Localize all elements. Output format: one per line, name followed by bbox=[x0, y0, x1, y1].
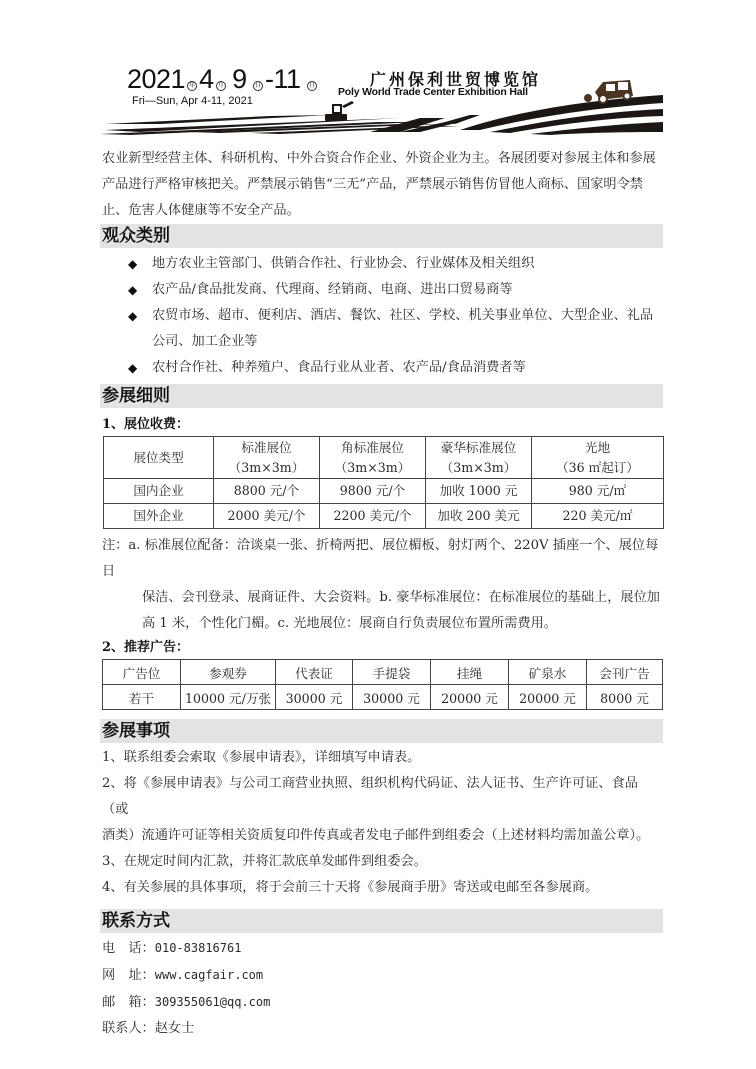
date-subtitle: Fri—Sun, Apr 4-11, 2021 bbox=[132, 95, 253, 107]
event-date bbox=[127, 64, 319, 95]
table-cell: 9800 元/个 bbox=[320, 479, 426, 504]
list-item-text: 公司、加工企业等 bbox=[152, 334, 258, 349]
booth-fee-label: 1、展位收费： bbox=[102, 417, 190, 432]
table-cell: 20000 元 bbox=[509, 685, 587, 710]
ads-table bbox=[102, 659, 663, 710]
table-header-cell: 广告位 bbox=[103, 660, 181, 685]
table-header-row bbox=[104, 437, 664, 479]
document-body bbox=[102, 146, 662, 1042]
intro-line: 产品进行严格审核把关。严禁展示销售“三无”产品，严禁展示销售仿冒他人商标、国家明令禁 bbox=[102, 177, 643, 192]
section-heading-rules: 参展细则 bbox=[100, 384, 663, 408]
cell-text: （3m×3m） bbox=[334, 459, 411, 475]
month-unit-badge: 月 bbox=[217, 82, 224, 89]
table-row bbox=[104, 504, 664, 529]
contact-website bbox=[102, 962, 662, 989]
list-item-text: 农产品/食品批发商、代理商、经销商、电商、进出口贸易商等 bbox=[152, 282, 513, 297]
table-cell: 30000 元 bbox=[276, 685, 353, 710]
table-row bbox=[103, 685, 663, 710]
phone-value: 010-83816761 bbox=[154, 941, 242, 955]
harvester-large-icon bbox=[584, 80, 633, 103]
audience-list bbox=[128, 251, 662, 381]
intro-line: 止、危害人体健康等不安全产品。 bbox=[102, 203, 300, 218]
cell-text: （3m×3m） bbox=[228, 459, 305, 475]
table-header-cell: 手提袋 bbox=[353, 660, 431, 685]
cell-text: （36 ㎡起订） bbox=[556, 459, 639, 475]
website-link[interactable]: www.cagfair.com bbox=[154, 968, 264, 982]
email-link[interactable]: 309355061@qq.com bbox=[154, 995, 271, 1009]
day-unit-badge: 日 bbox=[255, 82, 262, 89]
list-item bbox=[128, 277, 662, 303]
cell-text: 展位类型 bbox=[133, 449, 184, 465]
list-item bbox=[128, 355, 662, 381]
table-cell: 20000 元 bbox=[431, 685, 509, 710]
procedure-step: 1、联系组委会索取《参展申请表》，详细填写申请表。 bbox=[102, 750, 421, 765]
procedure-step: 2、将《参展申请表》与公司工商营业执照、组织机构代码证、法人证书、生产许可证、食品（或 bbox=[102, 776, 638, 817]
table-header-cell bbox=[426, 437, 532, 479]
cell-text: 光地 bbox=[584, 439, 611, 455]
intro-line: 农业新型经营主体、科研机构、中外合资合作企业、外资企业为主。各展团要对参展主体和参展 bbox=[102, 151, 656, 166]
table-cell: 980 元/㎡ bbox=[532, 479, 664, 504]
intro-paragraph bbox=[102, 146, 662, 224]
list-item-text: 地方农业主管部门、供销合作社、行业协会、行业媒体及相关组织 bbox=[152, 256, 535, 271]
person-value: 赵女士 bbox=[154, 1021, 195, 1036]
section-heading-audience: 观众类别 bbox=[100, 224, 663, 248]
table-header-cell: 矿泉水 bbox=[509, 660, 587, 685]
procedure-step: 3、在规定时间内汇款，并将汇款底单发邮件到组委会。 bbox=[102, 854, 427, 869]
table-row bbox=[104, 479, 664, 504]
diamond-bullet-icon: ◆ bbox=[128, 361, 138, 375]
contact-person bbox=[102, 1016, 662, 1042]
venue-name-en: Poly World Trade Center Exhibition Hall bbox=[338, 86, 528, 98]
table-header-cell: 会刊广告 bbox=[587, 660, 663, 685]
person-label: 联系人： bbox=[102, 1021, 155, 1036]
table-cell: 220 美元/㎡ bbox=[532, 504, 664, 529]
contact-email bbox=[102, 989, 662, 1016]
table-header-cell bbox=[532, 437, 664, 479]
table-header-cell bbox=[320, 437, 426, 479]
table-cell: 国内企业 bbox=[104, 479, 214, 504]
table-header-cell bbox=[214, 437, 320, 479]
note-line: 高 1 米，个性化门楣。c. 光地展位：展商自行负责展位布置所需费用。 bbox=[142, 616, 557, 631]
note-line: 保洁、会刊登录、展商证件、大会资料。b. 豪华标准展位：在标准展位的基础上，展位加 bbox=[142, 590, 660, 605]
table-cell: 8800 元/个 bbox=[214, 479, 320, 504]
procedure-list bbox=[102, 745, 662, 901]
venue-name-cn: 广州保利世贸博览馆 bbox=[370, 70, 542, 89]
date-day-start: 9 bbox=[232, 64, 247, 94]
ads-label: 2、推荐广告： bbox=[102, 640, 190, 655]
list-item bbox=[128, 303, 662, 355]
diamond-bullet-icon: ◆ bbox=[128, 283, 138, 297]
cell-text: 豪华标准展位 bbox=[440, 439, 517, 455]
table-header-cell: 挂绳 bbox=[431, 660, 509, 685]
cell-text: 标准展位 bbox=[241, 439, 292, 455]
booth-fee-table bbox=[103, 436, 664, 529]
table-cell: 加收 1000 元 bbox=[426, 479, 532, 504]
date-day-end: -11 bbox=[265, 64, 301, 94]
table-header-cell: 代表证 bbox=[276, 660, 353, 685]
list-item-text: 农贸市场、超市、便利店、酒店、餐饮、社区、学校、机关事业单位、大型企业、礼品 bbox=[152, 308, 654, 323]
section-heading-contact: 联系方式 bbox=[100, 909, 663, 933]
date-month: 4 bbox=[199, 64, 214, 94]
email-label: 邮 箱： bbox=[102, 995, 155, 1010]
table-cell: 30000 元 bbox=[353, 685, 431, 710]
page-header-banner bbox=[100, 60, 663, 140]
cell-text: （3m×3m） bbox=[440, 459, 517, 475]
table-header-cell bbox=[104, 437, 214, 479]
contact-phone bbox=[102, 935, 662, 962]
date-year: 2021 bbox=[127, 64, 186, 94]
table-cell: 若干 bbox=[103, 685, 181, 710]
contact-list bbox=[102, 935, 662, 1042]
diamond-bullet-icon: ◆ bbox=[128, 309, 138, 323]
table-cell: 8000 元 bbox=[587, 685, 663, 710]
year-unit-badge: 年 bbox=[189, 82, 196, 89]
day-unit-badge: 日 bbox=[309, 82, 316, 89]
website-label: 网 址： bbox=[102, 968, 155, 983]
list-item-text: 农村合作社、种养殖户、食品行业从业者、农产品/食品消费者等 bbox=[152, 360, 526, 375]
table-cell: 10000 元/万张 bbox=[181, 685, 276, 710]
table-cell: 2000 美元/个 bbox=[214, 504, 320, 529]
note-line: 注：a. 标准展位配备：洽谈桌一张、折椅两把、展位楣板、射灯两个、220V 插座一个、展位每日 bbox=[102, 538, 659, 579]
section-heading-procedure: 参展事项 bbox=[100, 719, 663, 743]
table-cell: 加收 200 美元 bbox=[426, 504, 532, 529]
table-header-row bbox=[103, 660, 663, 685]
table-cell: 2200 美元/个 bbox=[320, 504, 426, 529]
list-item bbox=[128, 251, 662, 277]
procedure-step: 酒类）流通许可证等相关资质复印件传真或者发电子邮件到组委会（上述材料均需加盖公章）。 bbox=[102, 828, 650, 843]
phone-label: 电 话： bbox=[102, 941, 155, 956]
harvester-small-icon bbox=[325, 101, 354, 121]
table-cell: 国外企业 bbox=[104, 504, 214, 529]
diamond-bullet-icon: ◆ bbox=[128, 257, 138, 271]
procedure-step: 4、有关参展的具体事项，将于会前三十天将《参展商手册》寄送或电邮至各参展商。 bbox=[102, 880, 599, 895]
cell-text: 角标准展位 bbox=[341, 439, 404, 455]
table-header-cell: 参观券 bbox=[181, 660, 276, 685]
booth-note bbox=[102, 533, 662, 637]
